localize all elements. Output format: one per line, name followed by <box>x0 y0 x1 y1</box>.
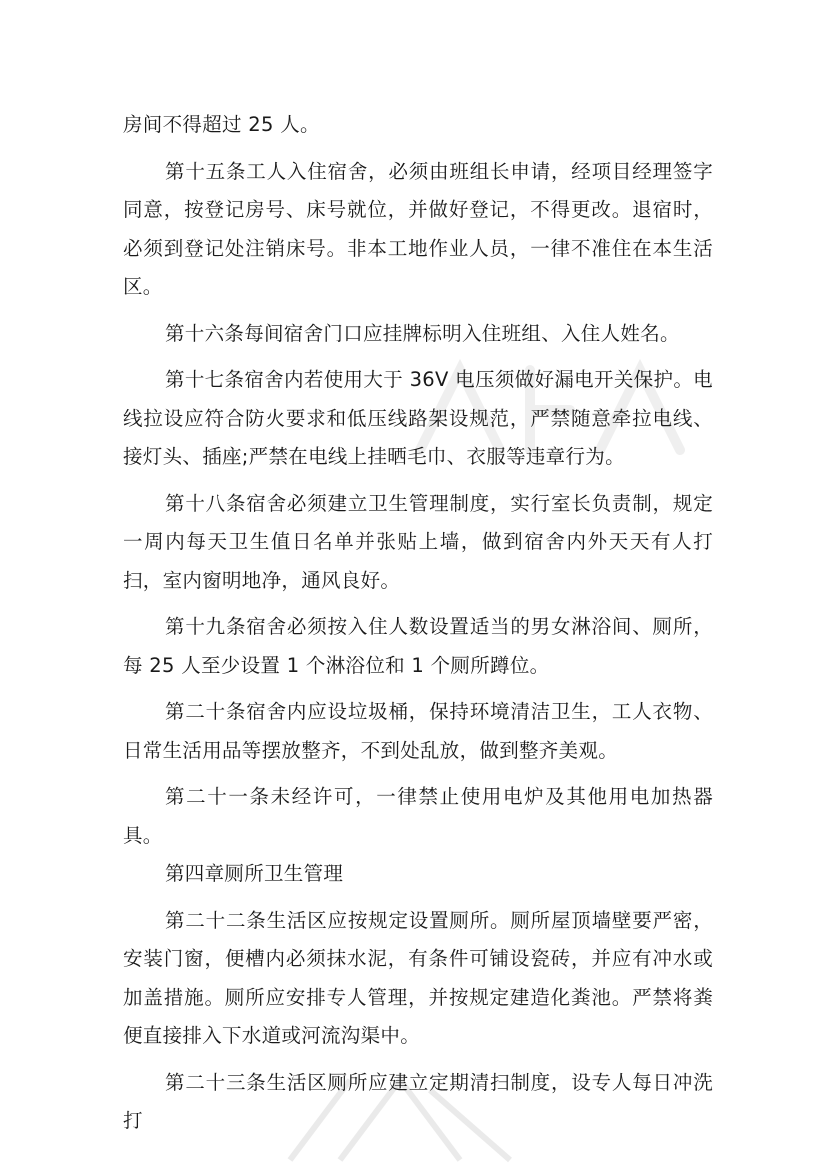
article-22: 第二十二条生活区应按规定设置厕所。厕所屋顶墙壁要严密，安装门窗，便槽内必须抹水泥，有条件可铺设瓷砖，并应有冲水或加盖措施。厕所应安排专人管理，并按规定建造化粪池。严禁将粪便直接排入下水道或河流沟渠中。 <box>123 908 713 1047</box>
article-23: 第二十三条生活区厕所应建立定期清扫制度，设专人每日冲洗打 <box>123 1070 713 1132</box>
article-15: 第十五条工人入住宿舍，必须由班组长申请，经项目经理签字同意，按登记房号、床号就位，并做好登记，不得更改。退宿时，必须到登记处注销床号。非本工地作业人员，一律不准住在本生活区。 <box>123 159 713 298</box>
article-21: 第二十一条未经许可，一律禁止使用电炉及其他用电加热器具。 <box>123 785 713 847</box>
article-17: 第十七条宿舍内若使用大于 36V 电压须做好漏电开关保护。电线拉设应符合防火要求和低压线路架设规范，严禁随意牵拉电线、接灯头、插座;严禁在电线上挂晒毛巾、衣服等违章行为。 <box>123 368 713 468</box>
chapter-heading: 第四章厕所卫生管理 <box>165 862 344 885</box>
article-18: 第十八条宿舍必须建立卫生管理制度，实行室长负责制，规定一周内每天卫生值日名单并张贴上墙，做到宿舍内外天天有人打扫，室内窗明地净，通风良好。 <box>123 491 713 592</box>
document-body <box>123 106 713 1141</box>
article-19: 第十九条宿舍必须按入住人数设置适当的男女淋浴间、厕所，每 25 人至少设置 1 个淋浴位和 1 个厕所蹲位。 <box>123 615 713 677</box>
article-20: 第二十条宿舍内应设垃圾桶，保持环境清洁卫生，工人衣物、日常生活用品等摆放整齐，不到处乱放，做到整齐美观。 <box>123 700 713 762</box>
paragraph-continuation: 房间不得超过 25 人。 <box>123 113 320 136</box>
article-16: 第十六条每间宿舍门口应挂牌标明入住班组、入住人姓名。 <box>165 321 680 345</box>
